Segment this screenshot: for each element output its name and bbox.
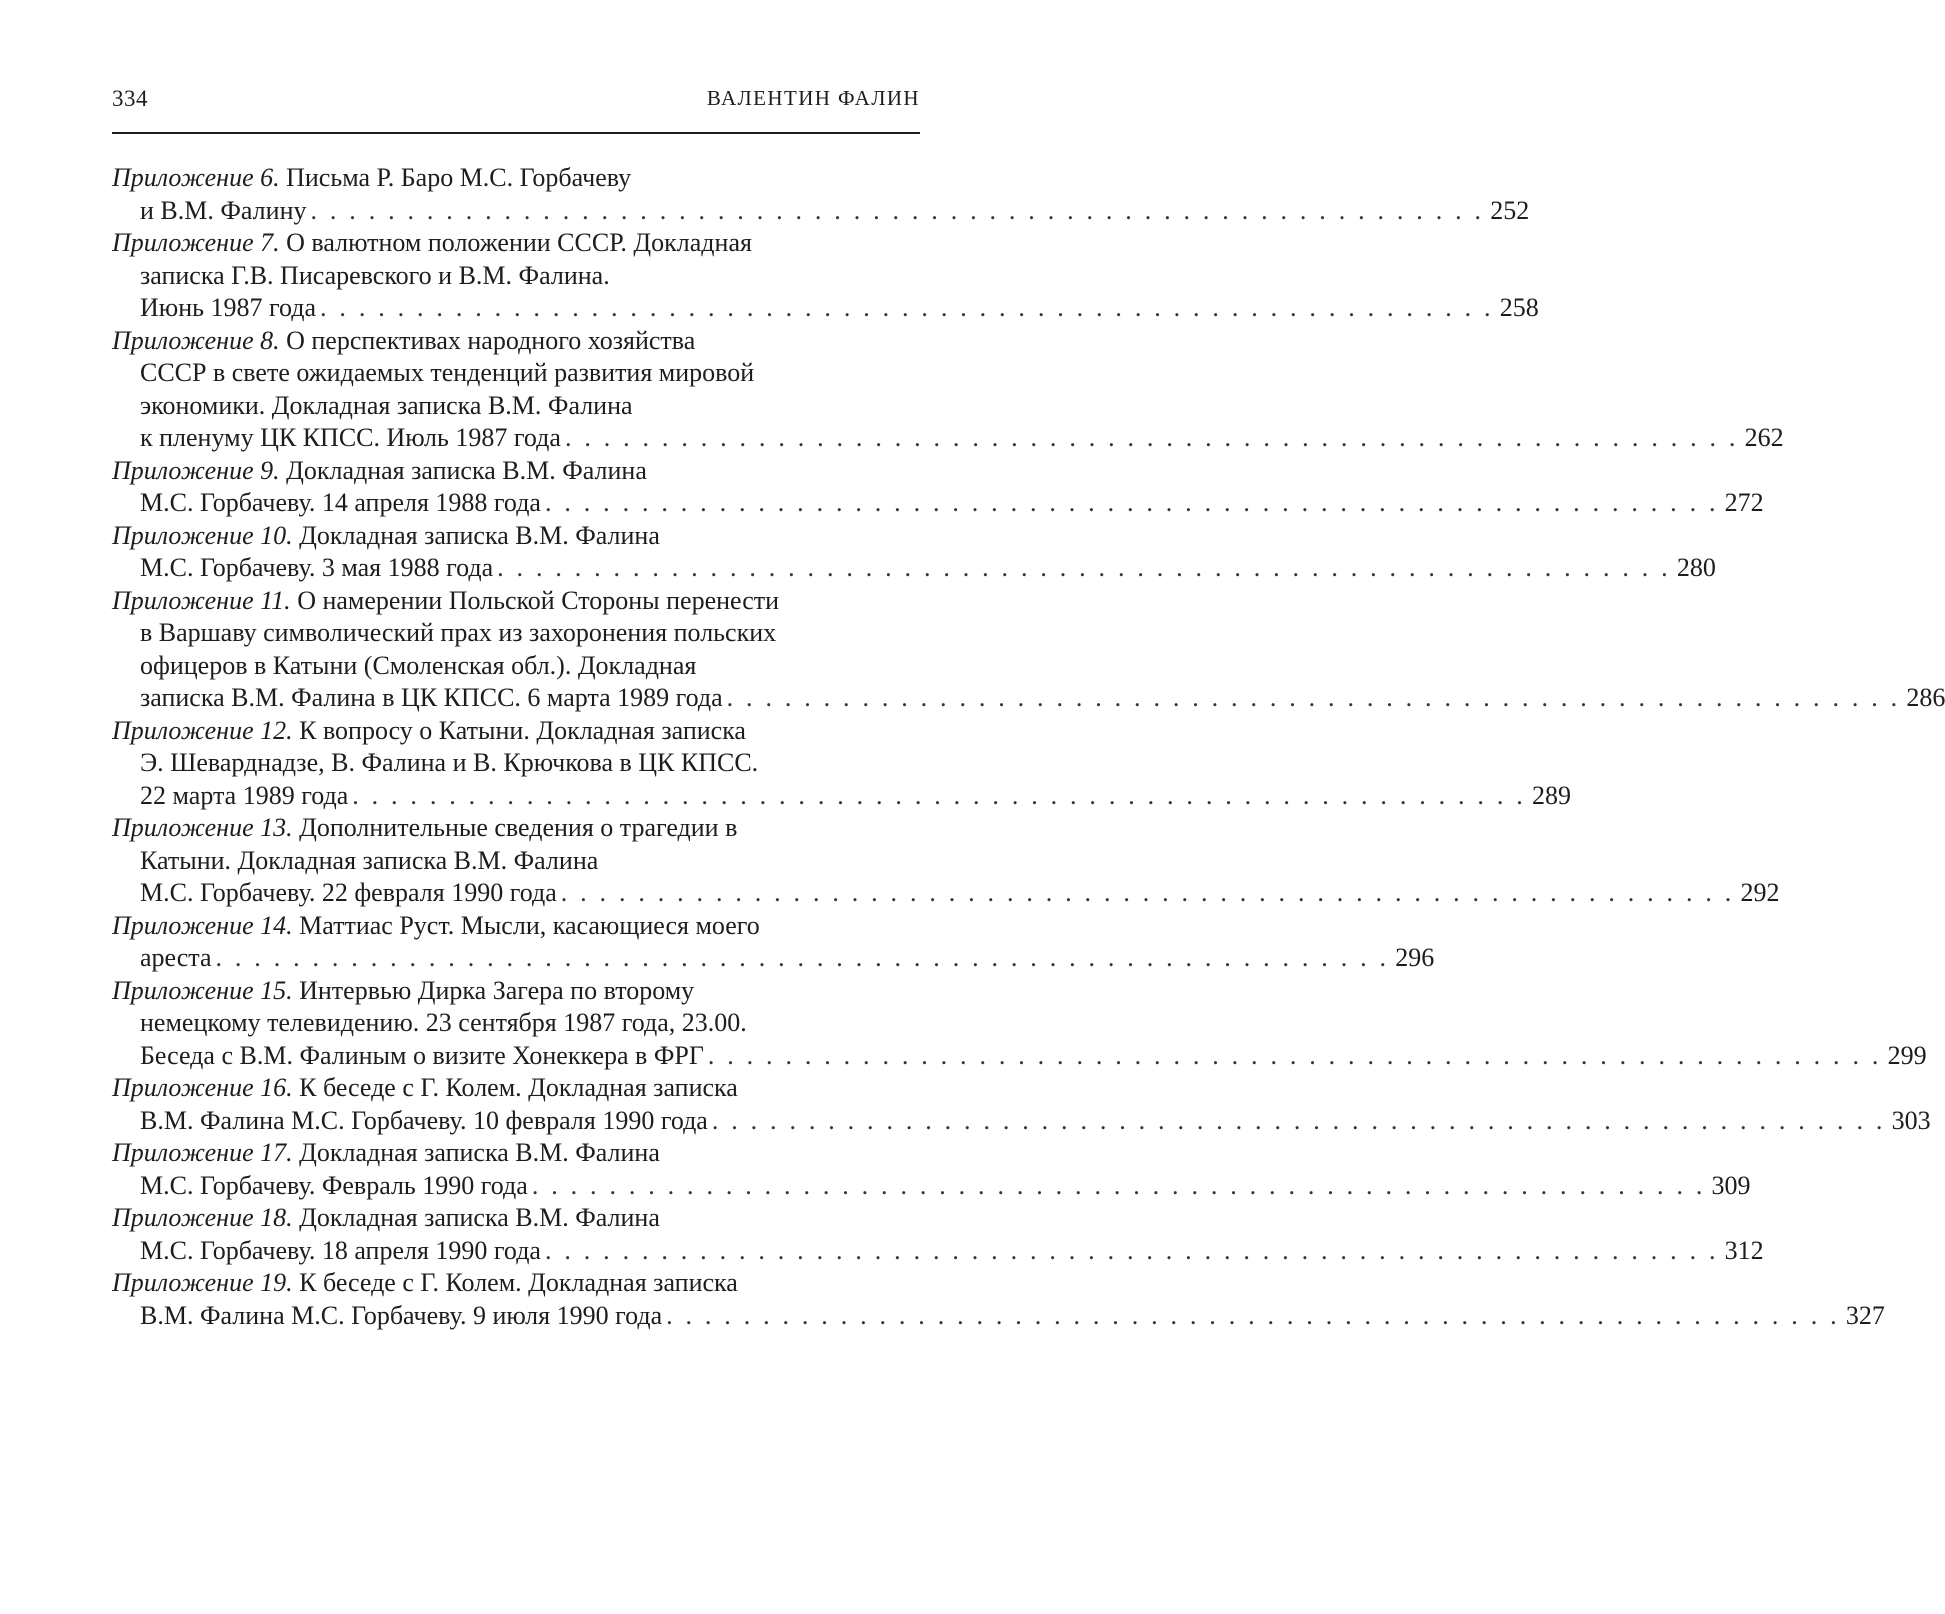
toc-page-number: 286 [1906, 683, 1945, 712]
toc-line [112, 585, 920, 618]
toc-line-text-wrap [112, 1268, 738, 1297]
toc-entry-text: Маттиас Руст. Мысли, касающиеся моего [299, 910, 760, 940]
toc-entry-text: М.С. Горбачеву. 3 мая 1988 года [140, 553, 494, 582]
toc-entry-label: Приложение 10. [112, 520, 293, 550]
toc-page-number: 258 [1499, 293, 1539, 322]
toc-line [112, 1137, 920, 1170]
toc-entry-label: Приложение 13. [112, 813, 293, 842]
toc-entry-label: Приложение 18. [112, 1203, 293, 1232]
toc-line-text-wrap [112, 228, 752, 257]
toc-entry-label: Приложение 11. [112, 585, 291, 615]
toc-entry-text: Докладная записка В.М. Фалина [299, 1203, 660, 1232]
toc-line [112, 942, 1435, 975]
table-of-contents [112, 162, 1945, 1332]
toc-entry-text: О валютном положении СССР. Докладная [286, 228, 752, 257]
toc-entry[interactable] [112, 520, 1716, 585]
toc-entry-text: Э. Шеварднадзе, В. Фалина и В. Крючкова в ЦК КПСС. [140, 748, 759, 777]
toc-page-number: 292 [1740, 878, 1780, 907]
toc-line [112, 422, 1784, 455]
toc-entry-text: В.М. Фалина М.С. Горбачеву. 10 февраля 1990 года [140, 1105, 708, 1135]
toc-entry[interactable] [112, 1137, 1751, 1202]
toc-line [112, 747, 920, 780]
toc-line [112, 1267, 920, 1300]
toc-entry-text: Беседа с В.М. Фалиным о визите Хонеккера в ФРГ [140, 1040, 704, 1070]
toc-line [112, 1300, 1885, 1333]
dot-leader: . . . . . . . . . . . . . . . . . . . . . . . . . . . . . . . . . . . . . . . . . . . . . . . . . . . . . . . . . . . . . [310, 195, 1485, 225]
toc-line-text-wrap [112, 1203, 660, 1232]
toc-line [112, 227, 920, 260]
toc-entry-text: Интервью Дирка Загера по второму [299, 975, 695, 1005]
toc-entry[interactable] [112, 975, 1927, 1073]
toc-line [112, 877, 1780, 910]
toc-line-text-wrap [140, 358, 754, 387]
toc-entry-text: в Варшаву символический прах из захоронения польских [140, 618, 777, 647]
toc-entry-label: Приложение 15. [112, 975, 293, 1005]
toc-line [112, 1105, 1931, 1138]
dot-leader: . . . . . . . . . . . . . . . . . . . . . . . . . . . . . . . . . . . . . . . . . . . . . . . . . . . . . . . . . . . . . [564, 423, 1739, 452]
toc-line-text-wrap [140, 391, 633, 420]
toc-line-text-wrap [112, 1073, 738, 1102]
toc-line-text-wrap [140, 1235, 541, 1268]
toc-line-text-wrap [112, 976, 694, 1005]
dot-leader: . . . . . . . . . . . . . . . . . . . . . . . . . . . . . . . . . . . . . . . . . . . . . . . . . . . . . . . . . . . . . [544, 488, 1719, 517]
toc-entry[interactable] [112, 455, 1764, 520]
toc-entry-label: Приложение 12. [112, 715, 293, 745]
toc-line [112, 195, 1530, 228]
toc-line [112, 1072, 920, 1105]
dot-leader: . . . . . . . . . . . . . . . . . . . . . . . . . . . . . . . . . . . . . . . . . . . . . . . . . . . . . . . . . . . . . [726, 683, 1901, 712]
toc-line-text-wrap [112, 163, 631, 192]
toc-entry-label: Приложение 17. [112, 1138, 293, 1167]
toc-line [112, 357, 920, 390]
toc-line-text-wrap [112, 326, 695, 355]
toc-line [112, 162, 920, 195]
toc-line-text-wrap [140, 651, 696, 680]
toc-line [112, 455, 920, 488]
toc-line-text-wrap [112, 1138, 660, 1167]
toc-page-number: 252 [1490, 195, 1530, 225]
toc-entry-text: К беседе с Г. Колем. Докладная записка [299, 1073, 738, 1102]
toc-line-text-wrap [112, 456, 647, 485]
toc-line-text-wrap [140, 1170, 528, 1203]
toc-page-number: 289 [1531, 780, 1571, 810]
toc-line-text-wrap [140, 780, 348, 813]
toc-entry-text: Дополнительные сведения о трагедии в [299, 813, 738, 842]
toc-entry-text: офицеров в Катыни (Смоленская обл.). Докладная [140, 650, 697, 680]
toc-line-text-wrap [140, 1040, 704, 1073]
toc-line-text-wrap [140, 422, 561, 455]
dot-leader: . . . . . . . . . . . . . . . . . . . . . . . . . . . . . . . . . . . . . . . . . . . . . . . . . . . . . . . . . . . . . [320, 293, 1494, 322]
dot-leader: . . . . . . . . . . . . . . . . . . . . . . . . . . . . . . . . . . . . . . . . . . . . . . . . . . . . . . . . . . . . . [666, 1300, 1840, 1330]
toc-line [112, 910, 920, 943]
toc-line-text-wrap [140, 292, 316, 325]
toc-entry-text: О намерении Польской Стороны перенести [297, 585, 780, 615]
toc-line [112, 1202, 920, 1235]
toc-line-text-wrap [112, 716, 746, 745]
toc-entry-label: Приложение 8. [112, 325, 280, 355]
toc-entry-label: Приложение 19. [112, 1268, 293, 1297]
toc-line-text-wrap [140, 1105, 708, 1138]
dot-leader: . . . . . . . . . . . . . . . . . . . . . . . . . . . . . . . . . . . . . . . . . . . . . . . . . . . . . . . . . . . . . [560, 878, 1735, 907]
toc-entry-text: 22 марта 1989 года [140, 780, 349, 810]
toc-entry-text: М.С. Горбачеву. 14 апреля 1988 года [140, 488, 541, 517]
dot-leader: . . . . . . . . . . . . . . . . . . . . . . . . . . . . . . . . . . . . . . . . . . . . . . . . . . . . . . . . . . . . . [531, 1170, 1706, 1200]
toc-line [112, 650, 920, 683]
toc-page-number: 309 [1711, 1170, 1751, 1200]
toc-entry-label: Приложение 14. [112, 910, 293, 940]
toc-entry[interactable] [112, 585, 1945, 715]
toc-line [112, 390, 920, 423]
toc-entry-text: экономики. Докладная записка В.М. Фалина [140, 390, 633, 420]
toc-entry[interactable] [112, 1267, 1885, 1332]
toc-page-number: 296 [1395, 943, 1435, 972]
toc-line [112, 715, 920, 748]
toc-entry-text: записка В.М. Фалина в ЦК КПСС. 6 марта 1989 года [140, 683, 723, 712]
dot-leader: . . . . . . . . . . . . . . . . . . . . . . . . . . . . . . . . . . . . . . . . . . . . . . . . . . . . . . . . . . . . . [215, 943, 1390, 972]
toc-line-text-wrap [140, 618, 776, 647]
toc-entry-text: М.С. Горбачеву. Февраль 1990 года [140, 1170, 528, 1200]
toc-line [112, 552, 1716, 585]
toc-entry-label: Приложение 16. [112, 1073, 293, 1102]
toc-line-text-wrap [140, 846, 598, 875]
toc-line [112, 1040, 1927, 1073]
dot-leader: . . . . . . . . . . . . . . . . . . . . . . . . . . . . . . . . . . . . . . . . . . . . . . . . . . . . . . . . . . . . . [711, 1105, 1886, 1135]
toc-entry-text: Докладная записка В.М. Фалина [299, 520, 660, 550]
toc-entry-text: и В.М. Фалину [140, 195, 307, 225]
toc-entry-label: Приложение 7. [112, 228, 280, 257]
toc-line [112, 1235, 1764, 1268]
toc-entry[interactable] [112, 910, 1435, 975]
toc-entry[interactable] [112, 162, 1530, 227]
toc-line [112, 520, 920, 553]
toc-line-text-wrap [140, 261, 610, 290]
toc-line-text-wrap [140, 552, 493, 585]
toc-line-text-wrap [112, 813, 737, 842]
toc-page-number: 327 [1845, 1300, 1885, 1330]
page-number: 334 [112, 86, 148, 111]
toc-entry-text: к пленуму ЦК КПСС. Июль 1987 года [140, 423, 561, 452]
toc-entry[interactable] [112, 1072, 1931, 1137]
toc-line [112, 1170, 1751, 1203]
toc-line-text-wrap [140, 942, 212, 975]
toc-entry-text: М.С. Горбачеву. 22 февраля 1990 года [140, 878, 557, 907]
toc-entry-text: СССР в свете ожидаемых тенденций развития мировой [140, 358, 755, 387]
page-header [112, 86, 920, 134]
toc-line [112, 845, 920, 878]
toc-line [112, 487, 1764, 520]
toc-line-text-wrap [140, 1008, 747, 1037]
toc-line-text-wrap [140, 487, 541, 520]
toc-line [112, 617, 920, 650]
toc-entry-text: Письма Р. Баро М.С. Горбачеву [286, 163, 632, 192]
toc-line [112, 682, 1945, 715]
toc-page-number: 272 [1724, 488, 1764, 517]
toc-entry-text: ареста [140, 943, 212, 972]
toc-line-text-wrap [140, 1300, 662, 1333]
toc-entry-text: К вопросу о Катыни. Докладная записка [299, 715, 746, 745]
toc-line [112, 260, 920, 293]
toc-line [112, 292, 1539, 325]
toc-line [112, 975, 920, 1008]
toc-entry-text: О перспективах народного хозяйства [286, 325, 696, 355]
toc-page-number: 299 [1887, 1040, 1927, 1070]
toc-entry-text: Июнь 1987 года [140, 293, 317, 322]
toc-entry[interactable] [112, 715, 1571, 813]
toc-line-text-wrap [140, 195, 307, 228]
toc-entry-text: немецкому телевидению. 23 сентября 1987 года, 23.00. [140, 1008, 747, 1037]
toc-line-text-wrap [140, 748, 758, 777]
toc-entry-text: Докладная записка В.М. Фалина [299, 1138, 660, 1167]
toc-entry[interactable] [112, 325, 1784, 455]
toc-entry-label: Приложение 9. [112, 455, 280, 485]
toc-entry-text: записка Г.В. Писаревского и В.М. Фалина. [140, 260, 610, 290]
toc-line-text-wrap [112, 521, 660, 550]
toc-line-text-wrap [112, 586, 779, 615]
toc-page-number: 280 [1676, 553, 1716, 582]
dot-leader: . . . . . . . . . . . . . . . . . . . . . . . . . . . . . . . . . . . . . . . . . . . . . . . . . . . . . . . . . . . . . [497, 553, 1671, 582]
toc-entry-label: Приложение 6. [112, 163, 280, 192]
toc-page-number: 262 [1744, 423, 1784, 452]
toc-line-text-wrap [140, 877, 557, 910]
dot-leader: . . . . . . . . . . . . . . . . . . . . . . . . . . . . . . . . . . . . . . . . . . . . . . . . . . . . . . . . . . . . . [544, 1235, 1719, 1265]
toc-entry-text: К беседе с Г. Колем. Докладная записка [299, 1268, 738, 1297]
toc-entry-text: Катыни. Докладная записка В.М. Фалина [140, 845, 599, 875]
toc-entry[interactable] [112, 227, 1539, 325]
toc-entry[interactable] [112, 1202, 1764, 1267]
toc-line-text-wrap [112, 911, 760, 940]
toc-line [112, 325, 920, 358]
toc-page-number: 312 [1724, 1235, 1764, 1265]
toc-page-number: 303 [1891, 1105, 1931, 1135]
toc-line-text-wrap [140, 682, 723, 715]
running-head: ВАЛЕНТИН ФАЛИН [706, 86, 920, 110]
dot-leader: . . . . . . . . . . . . . . . . . . . . . . . . . . . . . . . . . . . . . . . . . . . . . . . . . . . . . . . . . . . . . [352, 780, 1526, 810]
toc-line [112, 1007, 920, 1040]
toc-line [112, 812, 920, 845]
dot-leader: . . . . . . . . . . . . . . . . . . . . . . . . . . . . . . . . . . . . . . . . . . . . . . . . . . . . . . . . . . . . . [707, 1040, 1882, 1070]
toc-entry-text: В.М. Фалина М.С. Горбачеву. 9 июля 1990 года [140, 1300, 663, 1330]
toc-line [112, 780, 1571, 813]
toc-entry[interactable] [112, 812, 1780, 910]
toc-entry-text: Докладная записка В.М. Фалина [286, 455, 647, 485]
toc-entry-text: М.С. Горбачеву. 18 апреля 1990 года [140, 1235, 541, 1265]
